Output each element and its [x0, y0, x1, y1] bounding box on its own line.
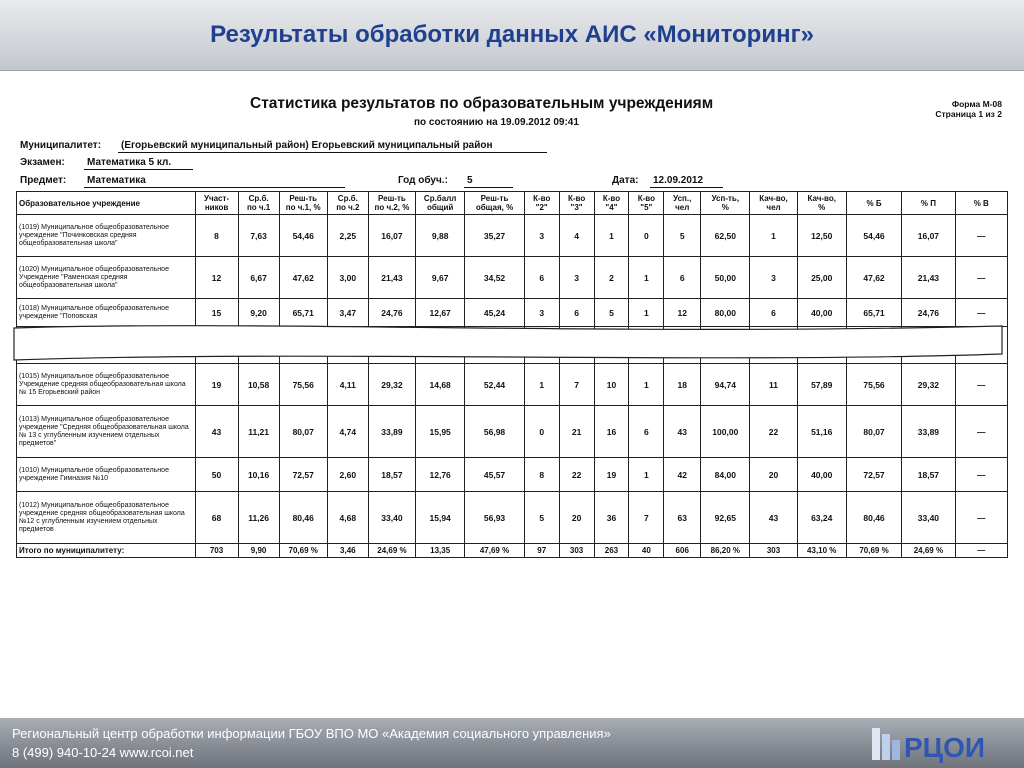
form-number: Форма М-08	[951, 99, 1002, 109]
table-cell: 15,94	[416, 492, 465, 544]
column-header: Образовательное учреждение	[17, 192, 196, 215]
table-cell: 45,24	[465, 299, 525, 327]
table-cell: 29,32	[902, 364, 955, 406]
municipality-label: Муниципалитет:	[20, 140, 102, 151]
table-cell: 65,71	[279, 299, 327, 327]
table-row	[17, 406, 1008, 458]
table-cell: 51,16	[797, 406, 846, 458]
table-cell: 45,57	[465, 458, 525, 492]
table-cell: 1	[750, 215, 797, 257]
table-cell: 11,26	[238, 492, 279, 544]
date-label: Дата:	[612, 175, 639, 186]
table-cell: 12,67	[416, 299, 465, 327]
table-cell: 43	[195, 406, 238, 458]
column-header: % П	[902, 192, 955, 215]
footer-contacts: 8 (499) 940-10-24 www.rcoi.net	[12, 745, 194, 760]
table-cell: 68	[195, 492, 238, 544]
table-cell: 65,71	[846, 299, 901, 327]
table-cell: 4,11	[327, 364, 368, 406]
table-cell: 15	[195, 299, 238, 327]
table-cell: 62,50	[701, 215, 750, 257]
table-cell: 3,00	[327, 257, 368, 299]
institution-name: (1012) Муниципальное общеобразовательное учреждение средняя общеобразовательная школа №12 с углубленным изучением отдельных предметов	[17, 492, 196, 544]
table-cell: 12,50	[797, 215, 846, 257]
column-header: Усп., чел	[664, 192, 701, 215]
table-cell: 43,10 %	[797, 544, 846, 558]
table-cell: —	[955, 299, 1007, 327]
table-row	[17, 458, 1008, 492]
table-cell: —	[955, 406, 1007, 458]
table-cell: 29,32	[368, 364, 415, 406]
table-cell: 43	[664, 406, 701, 458]
table-cell: 72,57	[279, 458, 327, 492]
table-cell: 2,25	[327, 215, 368, 257]
table-cell: 75,56	[846, 364, 901, 406]
table-cell: 19	[594, 458, 629, 492]
table-cell: 86,20 %	[701, 544, 750, 558]
table-cell: 3	[524, 215, 559, 257]
logo-text: РЦОИ	[904, 732, 986, 763]
page-number: Страница 1 из 2	[935, 109, 1002, 119]
table-cell: 33,89	[368, 406, 415, 458]
table-cell: 35,27	[465, 215, 525, 257]
table-cell: 19	[195, 364, 238, 406]
exam-value: Математика 5 кл.	[84, 157, 193, 170]
page-break-marker	[12, 324, 1005, 364]
column-header: Реш-ть общая, %	[465, 192, 525, 215]
table-cell: —	[955, 544, 1007, 558]
column-header: Кач-во, чел	[750, 192, 797, 215]
table-cell: 80,46	[846, 492, 901, 544]
column-header: Ср.балл общий	[416, 192, 465, 215]
table-cell: 50,00	[701, 257, 750, 299]
table-cell: 47,69 %	[465, 544, 525, 558]
table-cell: 57,89	[797, 364, 846, 406]
table-cell: 63	[664, 492, 701, 544]
table-cell: 4	[559, 215, 594, 257]
table-cell: 47,62	[279, 257, 327, 299]
table-cell: 3	[524, 299, 559, 327]
subject-label: Предмет:	[20, 175, 67, 186]
institution-name: (1013) Муниципальное общеобразовательное учреждение "Средняя общеобразовательная школа № 13 с углубленным изучением отдельных предметов"	[17, 406, 196, 458]
table-cell: 18	[664, 364, 701, 406]
table-cell: 36	[594, 492, 629, 544]
table-cell: 54,46	[846, 215, 901, 257]
table-cell: 5	[664, 215, 701, 257]
results-table	[16, 191, 1008, 558]
table-cell: 11,21	[238, 406, 279, 458]
table-cell: 7	[629, 492, 664, 544]
table-cell: 2	[594, 257, 629, 299]
institution-name: (1020) Муниципальное общеобразовательное Учреждение "Раменская средняя общеобразовательная школа"	[17, 257, 196, 299]
table-cell: 43	[750, 492, 797, 544]
table-cell: 40,00	[797, 299, 846, 327]
report-subtitle: по состоянию на 19.09.2012 09:41	[414, 117, 579, 128]
report-title: Статистика результатов по образовательным учреждениям	[250, 95, 714, 112]
table-cell: 14,68	[416, 364, 465, 406]
table-cell: 6,67	[238, 257, 279, 299]
column-header: К-во "5"	[629, 192, 664, 215]
rcoi-logo	[870, 724, 1016, 764]
table-cell: 3	[559, 257, 594, 299]
table-cell: —	[955, 215, 1007, 257]
table-cell: 52,44	[465, 364, 525, 406]
table-cell: 34,52	[465, 257, 525, 299]
institution-name: Итого по муниципалитету:	[17, 544, 196, 558]
column-header: Реш-ть по ч.2, %	[368, 192, 415, 215]
table-cell: 24,69 %	[902, 544, 955, 558]
table-cell: 1	[629, 299, 664, 327]
table-row	[17, 215, 1008, 257]
institution-name: (1019) Муниципальное общеобразовательное учреждение "Починковская средняя общеобразовательная школа"	[17, 215, 196, 257]
table-cell: 1	[629, 364, 664, 406]
table-row	[17, 364, 1008, 406]
institution-name: (1010) Муниципальное общеобразовательное учреждение Гимназия №10	[17, 458, 196, 492]
table-cell: 21,43	[902, 257, 955, 299]
table-cell: 20	[559, 492, 594, 544]
institution-name: (1015) Муниципальное общеобразовательное Учреждение средняя общеобразовательная школа № 15 Егорьевский район	[17, 364, 196, 406]
table-cell: 63,24	[797, 492, 846, 544]
total-row	[17, 544, 1008, 558]
slide-footer	[0, 718, 1024, 768]
table-cell: 4,68	[327, 492, 368, 544]
table-cell: 92,65	[701, 492, 750, 544]
year-label: Год обуч.:	[398, 175, 448, 186]
column-header: % В	[955, 192, 1007, 215]
table-cell: 6	[750, 299, 797, 327]
column-header: Ср.б. по ч.1	[238, 192, 279, 215]
slide-title: Результаты обработки данных АИС «Мониторинг»	[210, 21, 814, 48]
table-cell: 703	[195, 544, 238, 558]
table-cell: 80,07	[279, 406, 327, 458]
column-header: Ср.б. по ч.2	[327, 192, 368, 215]
table-cell: 56,98	[465, 406, 525, 458]
table-row	[17, 492, 1008, 544]
table-cell: 7,63	[238, 215, 279, 257]
table-cell: 50	[195, 458, 238, 492]
table-cell: 3,47	[327, 299, 368, 327]
table-cell: 15,95	[416, 406, 465, 458]
column-header: К-во "3"	[559, 192, 594, 215]
column-header: Усп-ть, %	[701, 192, 750, 215]
table-cell: 16,07	[902, 215, 955, 257]
table-cell: 22	[559, 458, 594, 492]
table-cell: —	[955, 458, 1007, 492]
table-cell: 6	[664, 257, 701, 299]
table-cell: 11	[750, 364, 797, 406]
table-cell: 10	[594, 364, 629, 406]
table-cell: 21,43	[368, 257, 415, 299]
table-cell: 80,46	[279, 492, 327, 544]
table-cell: 20	[750, 458, 797, 492]
table-cell: 70,69 %	[279, 544, 327, 558]
institution-name: (1018) Муниципальное общеобразовательное учреждение "Поповская	[17, 299, 196, 327]
table-cell: 8	[524, 458, 559, 492]
table-cell: 6	[559, 299, 594, 327]
table-cell: 0	[629, 215, 664, 257]
table-cell: 3	[750, 257, 797, 299]
table-cell: 1	[629, 257, 664, 299]
table-cell: 7	[559, 364, 594, 406]
column-header: % Б	[846, 192, 901, 215]
table-cell: 12,76	[416, 458, 465, 492]
table-cell: 16	[594, 406, 629, 458]
table-cell: 24,76	[902, 299, 955, 327]
table-cell: 1	[594, 215, 629, 257]
table-cell: 9,90	[238, 544, 279, 558]
table-cell: 8	[195, 215, 238, 257]
table-cell: —	[955, 257, 1007, 299]
table-cell: 5	[594, 299, 629, 327]
table-cell: 606	[664, 544, 701, 558]
column-header: Кач-во, %	[797, 192, 846, 215]
table-cell: 33,40	[902, 492, 955, 544]
table-cell: 18,57	[902, 458, 955, 492]
table-cell: 12	[664, 299, 701, 327]
table-cell: 18,57	[368, 458, 415, 492]
table-cell: 12	[195, 257, 238, 299]
table-cell: 16,07	[368, 215, 415, 257]
table-cell: 1	[629, 458, 664, 492]
table-cell: 42	[664, 458, 701, 492]
table-cell: 263	[594, 544, 629, 558]
table-cell: 303	[750, 544, 797, 558]
footer-organization: Региональный центр обработки информации ГБОУ ВПО МО «Академия социального управления»	[12, 726, 611, 741]
column-header: Участ- ников	[195, 192, 238, 215]
table-cell: 97	[524, 544, 559, 558]
table-cell: 24,69 %	[368, 544, 415, 558]
table-cell: —	[955, 364, 1007, 406]
date-value: 12.09.2012	[650, 175, 723, 188]
municipality-value: (Егорьевский муниципальный район) Егорьевский муниципальный район	[118, 140, 547, 153]
table-cell: 4,74	[327, 406, 368, 458]
table-row	[17, 299, 1008, 327]
year-value: 5	[464, 175, 513, 188]
table-header-row	[17, 192, 1008, 215]
column-header: К-во "2"	[524, 192, 559, 215]
table-cell: 33,40	[368, 492, 415, 544]
table-cell: 40,00	[797, 458, 846, 492]
subject-value: Математика	[84, 175, 345, 188]
table-cell: 33,89	[902, 406, 955, 458]
table-cell: 24,76	[368, 299, 415, 327]
table-cell: —	[955, 492, 1007, 544]
table-cell: 9,88	[416, 215, 465, 257]
table-cell: 3,46	[327, 544, 368, 558]
table-cell: 21	[559, 406, 594, 458]
form-info	[935, 99, 1002, 119]
table-cell: 6	[629, 406, 664, 458]
table-cell: 25,00	[797, 257, 846, 299]
table-cell: 94,74	[701, 364, 750, 406]
table-cell: 84,00	[701, 458, 750, 492]
slide-header	[0, 0, 1024, 71]
table-body	[17, 215, 1008, 558]
report-document	[0, 71, 1024, 717]
table-cell: 13,35	[416, 544, 465, 558]
table-cell: 6	[524, 257, 559, 299]
table-cell: 22	[750, 406, 797, 458]
table-cell: 47,62	[846, 257, 901, 299]
table-cell: 0	[524, 406, 559, 458]
exam-label: Экзамен:	[20, 157, 65, 168]
logo-bars-icon	[872, 728, 900, 760]
column-header: Реш-ть по ч.1, %	[279, 192, 327, 215]
table-cell: 9,20	[238, 299, 279, 327]
table-cell: 100,00	[701, 406, 750, 458]
table-cell: 70,69 %	[846, 544, 901, 558]
table-cell: 5	[524, 492, 559, 544]
table-cell: 10,58	[238, 364, 279, 406]
table-cell: 1	[524, 364, 559, 406]
table-cell: 72,57	[846, 458, 901, 492]
table-cell: 56,93	[465, 492, 525, 544]
table-cell: 80,07	[846, 406, 901, 458]
table-cell: 75,56	[279, 364, 327, 406]
column-header: К-во "4"	[594, 192, 629, 215]
table-cell: 40	[629, 544, 664, 558]
table-cell: 54,46	[279, 215, 327, 257]
table-cell: 80,00	[701, 299, 750, 327]
table-row	[17, 257, 1008, 299]
table-cell: 2,60	[327, 458, 368, 492]
table-cell: 303	[559, 544, 594, 558]
table-cell: 10,16	[238, 458, 279, 492]
table-cell: 9,67	[416, 257, 465, 299]
